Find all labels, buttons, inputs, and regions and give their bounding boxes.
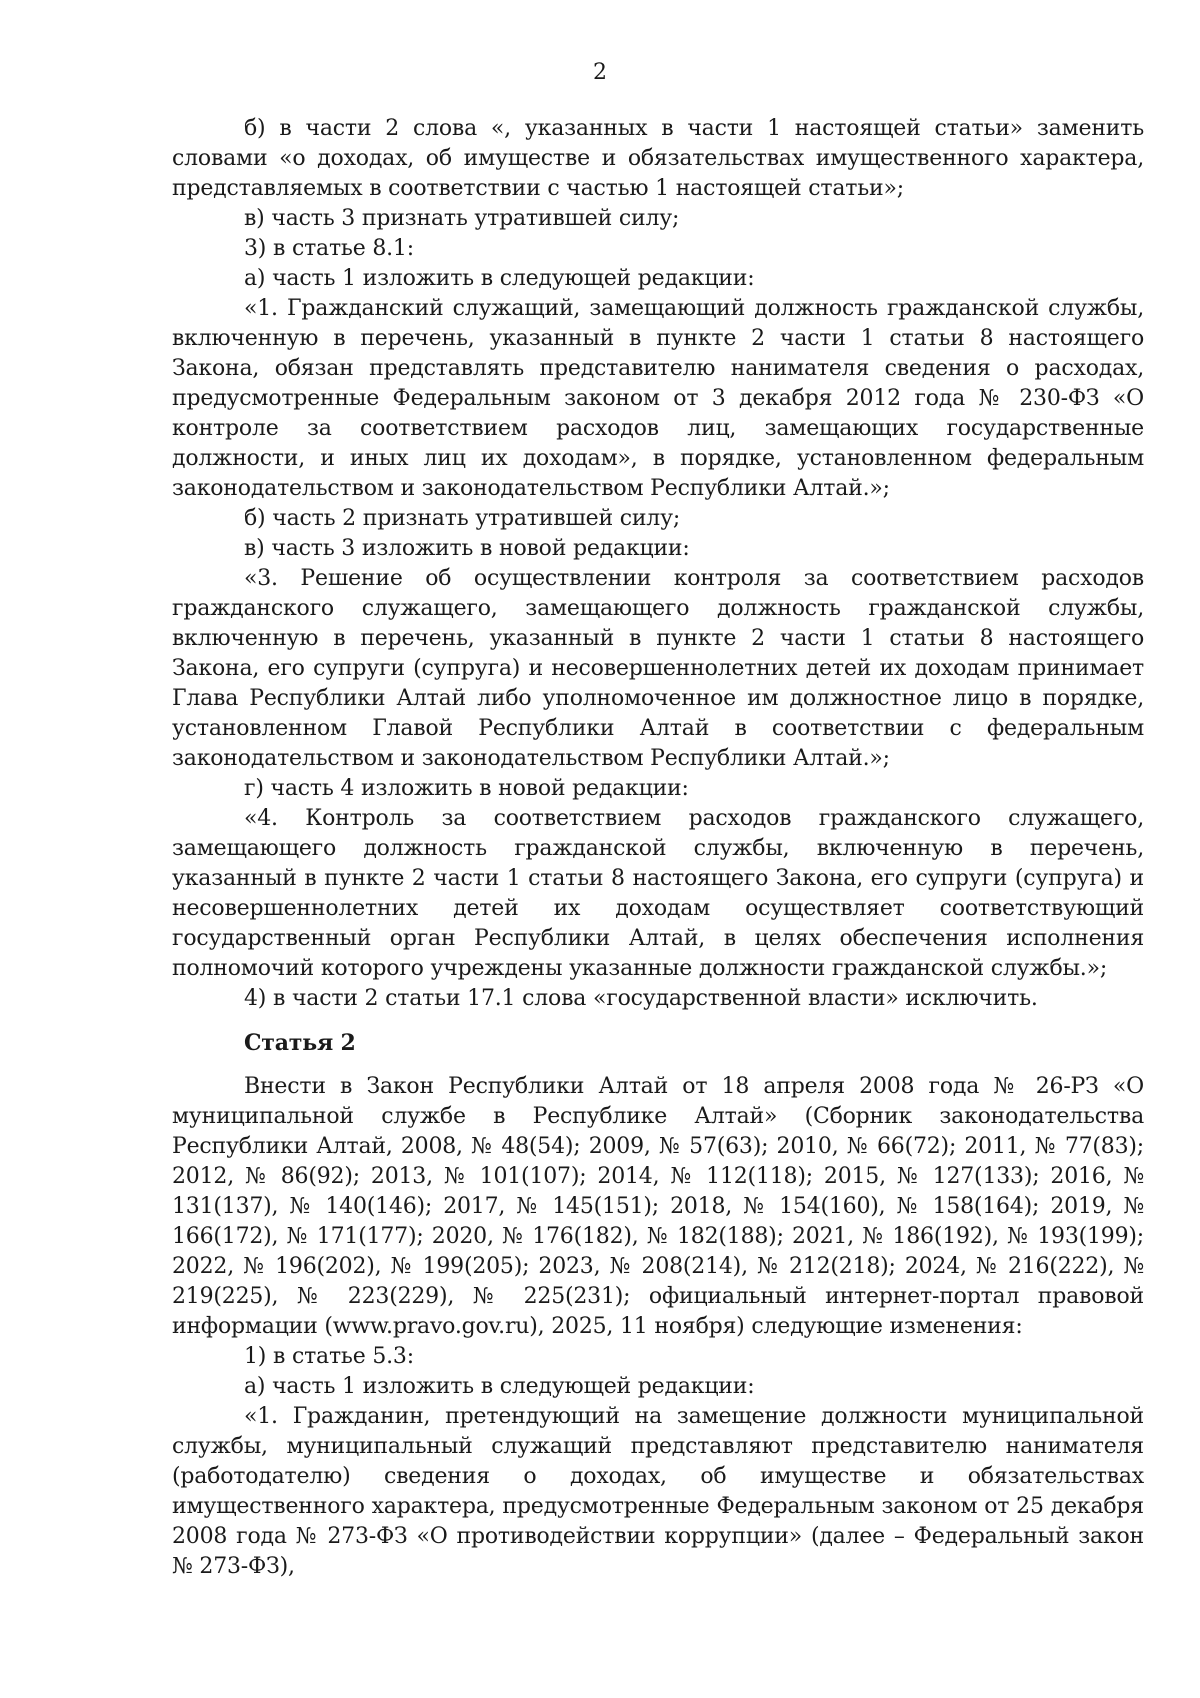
- paragraph: 4) в части 2 статьи 17.1 слова «государственной власти» исключить.: [244, 986, 1038, 1011]
- paragraph: б) часть 2 признать утратившей силу;: [244, 506, 681, 531]
- paragraph: «1. Гражданин, претендующий на замещение должности муниципальной службы, муниципальный служащий представляют представителю нанимателя (работодателю) сведения о доходах, об имуществе и обязательствах имущественного характера, предусмотренные Федеральным законом от 25 декабря 2008 года № 273-ФЗ «О противодействии коррупции» (далее – Федеральный закон № 273-ФЗ),: [172, 1404, 1144, 1579]
- paragraph: г) часть 4 изложить в новой редакции:: [244, 776, 689, 801]
- paragraph: в) часть 3 изложить в новой редакции:: [244, 536, 690, 561]
- paragraph: б) в части 2 слова «, указанных в части 1 настоящей статьи» заменить словами «о доходах, об имуществе и обязательствах имущественного характера, представляемых в соответствии с частью 1 настоящей статьи»;: [172, 116, 1144, 201]
- paragraph: 3) в статье 8.1:: [244, 236, 414, 261]
- paragraph: в) часть 3 признать утратившей силу;: [244, 206, 680, 231]
- paragraph: «1. Гражданский служащий, замещающий должность гражданской службы, включенную в перечень, указанный в пункте 2 части 1 статьи 8 настоящего Закона, обязан представлять представителю нанимателя сведения о расходах, предусмотренные Федеральным законом от 3 декабря 2012 года № 230-ФЗ «О контроле за соответствием расходов лиц, замещающих государственные должности, и иных лиц их доходам», в порядке, установленном федеральным законодательством и законодательством Республики Алтай.»;: [172, 296, 1144, 501]
- paragraph: «3. Решение об осуществлении контроля за соответствием расходов гражданского служащего, замещающего должность гражданской службы, включенную в перечень, указанный в пункте 2 части 1 статьи 8 настоящего Закона, его супруги (супруга) и несовершеннолетних детей их доходам принимает Глава Республики Алтай либо уполномоченное им должностное лицо в порядке, установленном Главой Республики Алтай в соответствии с федеральным законодательством и законодательством Республики Алтай.»;: [172, 566, 1144, 771]
- paragraph: «4. Контроль за соответствием расходов гражданского служащего, замещающего должность гражданской службы, включенную в перечень, указанный в пункте 2 части 1 статьи 8 настоящего Закона, его супруги (супруга) и несовершеннолетних детей их доходам осуществляет соответствующий государственный орган Республики Алтай, в целях обеспечения исполнения полномочий которого учреждены указанные должности гражданской службы.»;: [172, 806, 1144, 981]
- document-body: [172, 114, 1144, 1582]
- page-number: 2: [593, 60, 607, 85]
- paragraph: 1) в статье 5.3:: [244, 1344, 414, 1369]
- paragraph: а) часть 1 изложить в следующей редакции:: [244, 1374, 755, 1399]
- article-heading: Статья 2: [244, 1030, 356, 1056]
- paragraph: а) часть 1 изложить в следующей редакции:: [244, 266, 755, 291]
- paragraph: Внести в Закон Республики Алтай от 18 апреля 2008 года № 26-РЗ «О муниципальной службе в Республике Алтай» (Сборник законодательства Республики Алтай, 2008, № 48(54); 2009, № 57(63); 2010, № 66(72); 2011, № 77(83); 2012, № 86(92); 2013, № 101(107); 2014, № 112(118); 2015, № 127(133); 2016, № 131(137), № 140(146); 2017, № 145(151); 2018, № 154(160), № 158(164); 2019, № 166(172), № 171(177); 2020, № 176(182), № 182(188); 2021, № 186(192), № 193(199); 2022, № 196(202), № 199(205); 2023, № 208(214), № 212(218); 2024, № 216(222), № 219(225), № 223(229), № 225(231); официальный интернет-портал правовой информации (www.pravo.gov.ru), 2025, 11 ноября) следующие изменения:: [172, 1074, 1144, 1339]
